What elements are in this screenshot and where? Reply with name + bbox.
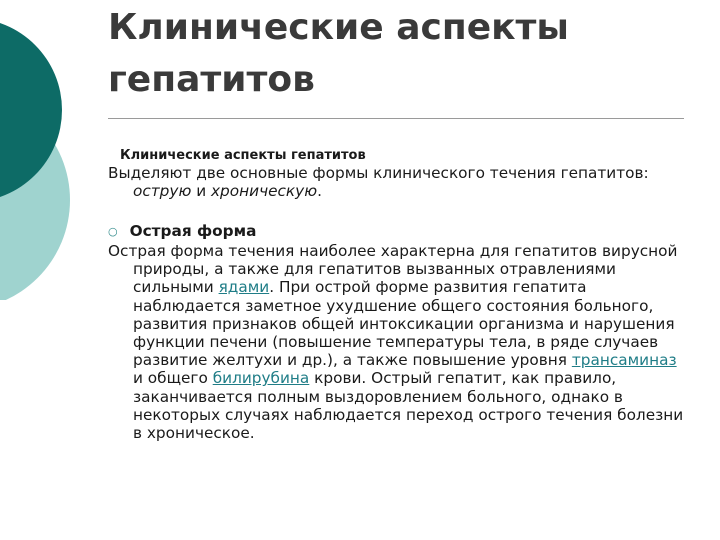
intro-paragraph [108,164,688,200]
slide-title: Клинические аспекты гепатитов [108,7,569,100]
intro-em-chronic: хроническую [211,182,318,201]
link-transaminases[interactable]: трансаминаз [571,351,677,370]
para-text-3: и общего [133,369,213,388]
intro-text-1: Выделяют две основные формы клинического течения гепатитов: [108,164,649,182]
intro-em-acute: острую [133,182,192,201]
section-heading [108,222,256,242]
title-divider [108,118,684,119]
intro-text-3: . [317,182,322,201]
link-bilirubin[interactable]: билирубина [212,369,310,388]
acute-form-paragraph [108,242,688,442]
decorative-circles [0,0,120,300]
para-text-1: Острая форма течения наиболее характерна для гепатитов вирусной природы, а также для гепатитов вызванных отравлениями сильными [108,242,678,297]
para-text-4: крови. Острый гепатит, как правило, заканчивается полным выздоровлением больного, однако в некоторых случаях наблюдается переход острого течения болезни в хроническое. [133,369,684,443]
link-poisons[interactable]: ядами [218,278,270,297]
subheading: Клинические аспекты гепатитов [120,148,366,163]
section-heading-text: Острая форма [129,222,257,240]
circle-bullet-icon: ○ [108,225,118,238]
para-text-2: . При острой форме развития гепатита наблюдается заметное ухудшение общего состояния больного, развития признаков общей интоксикации организма и нарушения функции печени (повышение температуры тела, в ряде случаев развитие желтухи и др.), а также повышение уровня [133,278,675,370]
intro-text-2: и [191,182,211,201]
